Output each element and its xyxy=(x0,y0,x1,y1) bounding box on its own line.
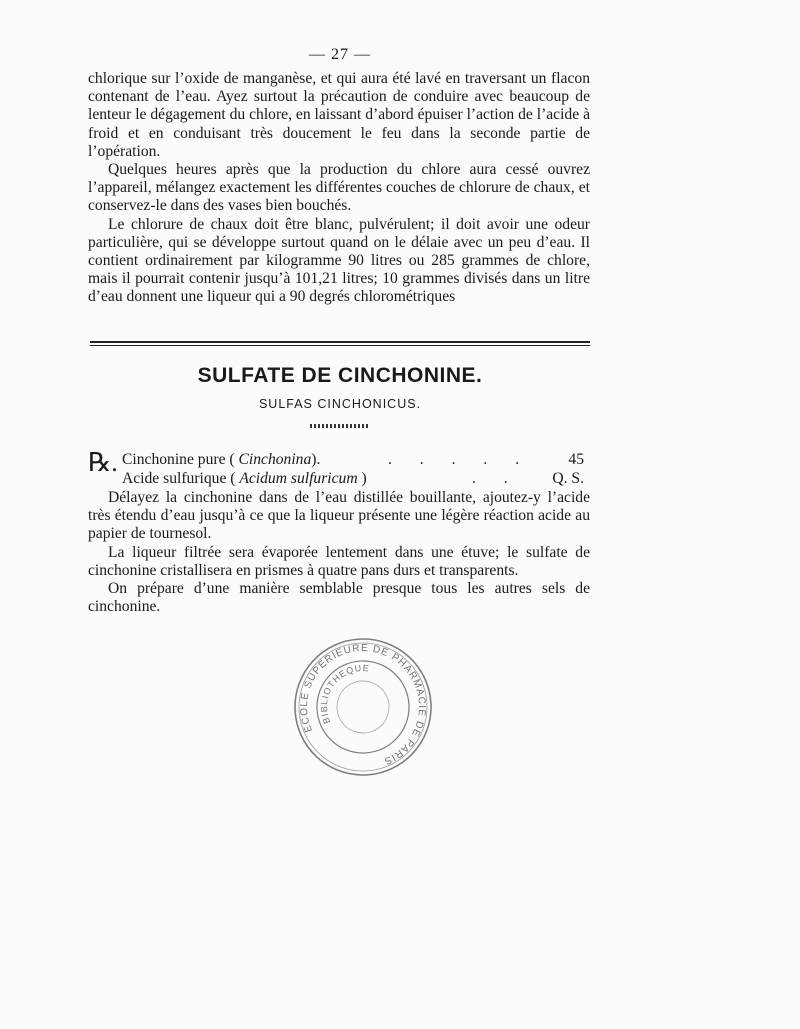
ingredient-row xyxy=(88,450,590,469)
ingredient-dots: . . xyxy=(472,470,520,487)
library-stamp-icon xyxy=(292,636,434,778)
ingredient-quantity: 45 xyxy=(568,451,584,468)
paragraph: Le chlorure de chaux doit être blanc, pulvérulent; il doit avoir une odeur particulière, qui se développe surtout quand on le délaie avec un peu d’eau. Il contient ordinairement par kilogramme 90 litres ou 285 grammes de chlore, mais il pourrait contenir jusqu’à 101,21 litres; 10 grammes divisés dans un litre d’eau donnent une liqueur qui a 90 degrés chlorométriques xyxy=(88,215,590,306)
svg-text:ECOLE SUPERIEURE DE PHARMACIE xyxy=(292,636,434,778)
section-divider-rule xyxy=(90,341,590,346)
paragraph: Quelques heures après que la production du chlore aura cessé ouvrez l’appareil, mélangez exactement les différentes couches de chlorure de chaux, et conservez-le dans des vases bien bouchés. xyxy=(88,161,590,215)
recipe-instructions xyxy=(88,489,590,616)
section-subtitle: SULFAS CINCHONICUS. xyxy=(258,397,422,411)
ingredient-dots: . . . . . xyxy=(388,451,532,468)
ornament-divider xyxy=(310,424,370,428)
recipe-rx-symbol: ℞. xyxy=(88,448,118,477)
top-text-block xyxy=(88,70,590,307)
stamp-outer-text: ECOLE SUPERIEURE DE PHARMACIE DE PARIS xyxy=(298,642,428,767)
ingredient-row xyxy=(88,469,590,488)
paragraph: On prépare d’une manière semblable presque tous les autres sels de cinchonine. xyxy=(88,580,590,616)
paragraph: chlorique sur l’oxide de manganèse, et qui aura été lavé en traversant un flacon contenant de l’eau. Ayez surtout la précaution de conduire avec beaucoup de lenteur le dégagement du chlore, en laissant d’abord épuiser l’action de l’acide à froid et en conduisant très doucement le feu dans la seconde partie de l’opération. xyxy=(88,70,590,160)
stamp-inner-text: BIBLIOTHEQUE xyxy=(318,662,371,725)
paragraph: La liqueur filtrée sera évaporée lentement dans une étuve; le sulfate de cinchonine cristallisera en prismes à quatre pans durs et transparents. xyxy=(88,543,590,579)
ingredient-name: Acide sulfurique ( Acidum sulfuricum ) xyxy=(122,470,367,487)
section-title: SULFATE DE CINCHONINE. xyxy=(197,364,483,387)
page-number: — 27 — xyxy=(309,46,371,63)
recipe-ingredients xyxy=(88,450,590,488)
paragraph: Délayez la cinchonine dans de l’eau distillée bouillante, ajoutez-y l’acide très étendu d’eau jusqu’à ce que la liqueur présente une légère réaction acide au papier de tournesol. xyxy=(88,489,590,543)
ingredient-name: Cinchonine pure ( Cinchonina). xyxy=(122,451,321,468)
ingredient-quantity: Q. S. xyxy=(552,470,584,487)
